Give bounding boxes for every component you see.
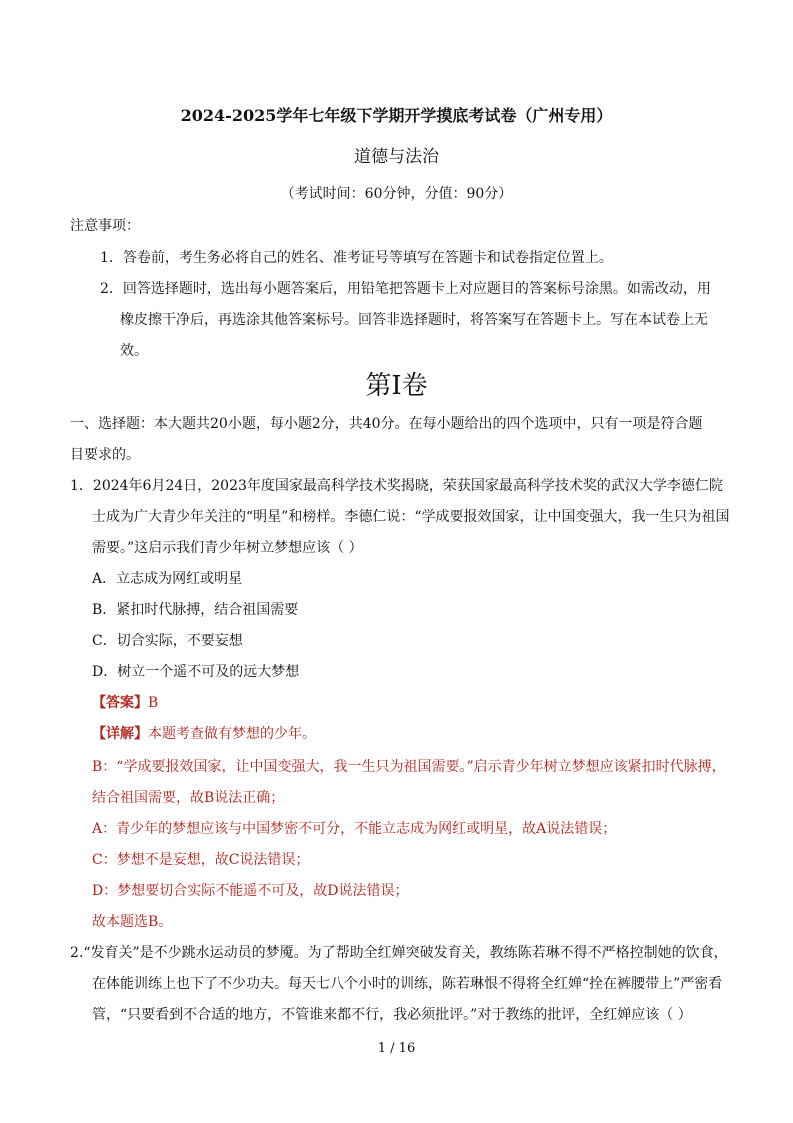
note-item-1: 1．答卷前，考生务必将自己的姓名、准考证号等填写在答题卡和试卷指定位置上。 (100, 250, 613, 266)
exam-info: （考试时间：60分钟，分值：90分） (280, 186, 513, 202)
q1-option-b: B．紧扣时代脉搏，结合祖国需要 (92, 602, 299, 618)
page-number: 1 / 16 (377, 1041, 416, 1056)
q1-stem-line-1: 1．2024年6月24日，2023年度国家最高科学技术奖揭晓，荣获国家最高科学技术奖的武汉大学李德仁院 (70, 478, 723, 494)
q1-detail (92, 724, 316, 744)
subject-title: 道德与法治 (354, 147, 439, 167)
section-intro-line-2: 目要求的。 (70, 447, 140, 463)
q1-explanation-d: D：梦想要切合实际不能遥不可及，故D说法错误； (92, 883, 409, 899)
q2-stem-line-3: 管，“只要看到不合适的地方，不管谁来都不行，我必须批评。”对于教练的批评，全红婵应该（ ） (92, 1007, 692, 1023)
note-item-2-line-3: 效。 (120, 343, 148, 359)
q1-option-d: D．树立一个遥不可及的远大梦想 (92, 664, 300, 680)
detail-intro: 本题考查做有梦想的少年。 (148, 726, 316, 742)
answer-tag: 【答案】 (92, 695, 148, 711)
q2-stem-line-2: 在体能训练上也下了不少功夫。每天七八个小时的训练，陈若琳恨不得将全红婵“拴在裤腰带上”严密看 (92, 976, 723, 992)
notes-heading: 注意事项： (70, 218, 140, 234)
q1-conclusion: 故本题选B。 (92, 914, 173, 930)
detail-tag: 【详解】 (92, 726, 148, 742)
q2-stem-line-1: 2.“发育关”是不少跳水运动员的梦魇。为了帮助全红婵突破发育关，教练陈若琳不得不严格控制她的饮食， (70, 945, 728, 961)
q1-explanation-c: C：梦想不是妄想，故C说法错误； (92, 852, 310, 868)
section-intro-line-1: 一、选择题：本大题共20小题，每小题2分，共40分。在每小题给出的四个选项中，只有一项是符合题 (70, 416, 703, 432)
answer-value: B (148, 695, 159, 711)
q1-option-a: A．立志成为网红或明星 (92, 571, 243, 587)
exam-title: 2024-2025学年七年级下学期开学摸底考试卷（广州专用） (180, 106, 613, 125)
q1-explanation-b-line-1: B：“学成要报效国家，让中国变强大，我一生只为祖国需要。”启示青少年树立梦想应该紧扣时代脉搏， (92, 759, 726, 775)
note-item-2-line-2: 橡皮擦干净后，再选涂其他答案标号。回答非选择题时，将答案写在答题卡上。写在本试卷上无 (120, 312, 708, 328)
q1-explanation-a: A：青少年的梦想应该与中国梦密不可分，不能立志成为网红或明星，故A说法错误； (92, 821, 617, 837)
q1-answer (92, 693, 158, 713)
volume-title: 第Ⅰ卷 (365, 371, 428, 401)
note-item-2-line-1: 2．回答选择题时，选出每小题答案后，用铅笔把答题卡上对应题目的答案标号涂黑。如需改动，用 (100, 281, 711, 297)
q1-explanation-b-line-2: 结合祖国需要，故B说法正确； (92, 790, 285, 806)
q1-option-c: C．切合实际，不要妄想 (92, 633, 243, 649)
q1-stem-line-3: 需要。”这启示我们青少年树立梦想应该（ ） (92, 540, 363, 556)
q1-stem-line-2: 士成为广大青少年关注的“明星”和榜样。李德仁说：“学成要报效国家，让中国变强大，我一生只为祖国 (92, 509, 730, 525)
